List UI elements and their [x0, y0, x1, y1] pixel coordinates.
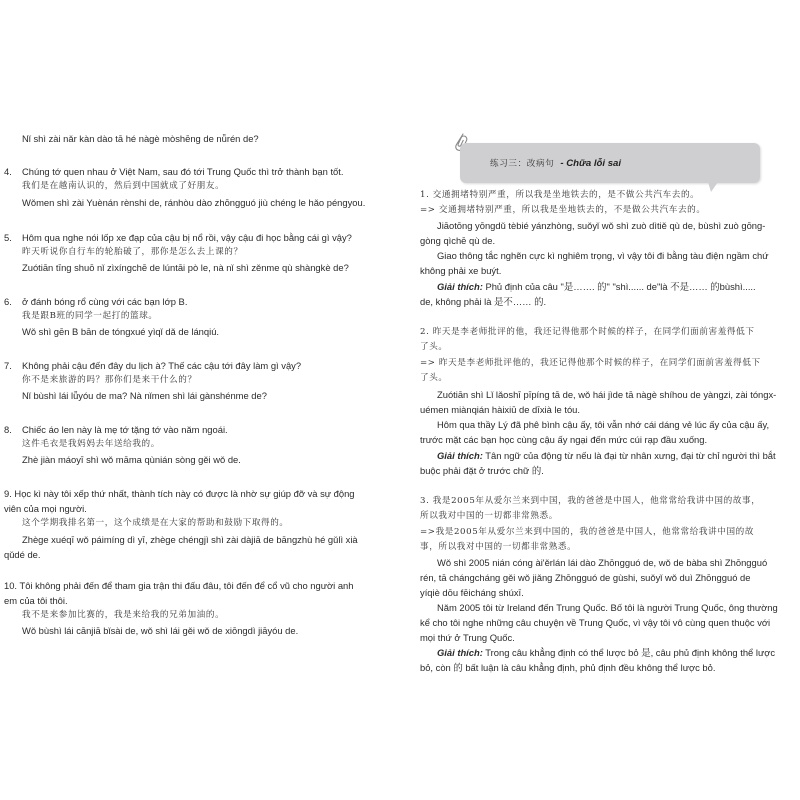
text-line: Nǐ shì zài nǎr kàn dào tā hé nàgè mòshēng de nǚrén de?: [22, 133, 259, 144]
chinese-text-line: 了头。: [420, 373, 448, 383]
text-line: Wǒ bùshì lái cānjiā bǐsài de, wǒ shì lái gěi wǒ de xiōngdì jiāyóu de.: [22, 625, 299, 636]
text-line: 6.: [4, 296, 12, 307]
text-line: rén, tā chángcháng gěi wǒ jiǎng Zhōngguó de gùshi, suǒyǐ wǒ duì Zhōngguó de: [420, 572, 751, 583]
text-line: gòng qìchē qù de.: [420, 235, 496, 246]
exercise-title-zh: 练习三：改病句: [490, 159, 555, 169]
text-line: Wǒ shì gēn B bān de tóngxué yìqǐ dǎ de lánqiú.: [22, 326, 220, 337]
explanation-line: [437, 448, 776, 464]
text-line: yíqiè dōu fēicháng shúxī.: [420, 587, 524, 598]
explanation-line: [437, 645, 775, 661]
chinese-text-line: 我是跟B班的同学一起打的篮球。: [22, 311, 158, 321]
text-line: Zhège xuéqī wǒ páimíng dì yī, zhège chéngjì shì zài dàjiā de bāngzhù hé gǔlì xià: [22, 534, 358, 545]
text-line: uémen miànqián hàixiū de dīxià le tóu.: [420, 404, 580, 415]
explanation-text: Trong câu khẳng định có thể lược bỏ 是, câu phủ định không thể lược: [482, 647, 776, 658]
chinese-text-line: 2. 昨天是李老师批评的他，我还记得他那个时候的样子，在同学们面前害羞得低下: [420, 327, 755, 337]
chinese-text-line: 1. 交通拥堵特别严重，所以我是坐地铁去的，是不做公共汽车去的。: [420, 190, 700, 200]
text-line: không phải xe buýt.: [420, 265, 502, 276]
text-line: qǔdé de.: [4, 549, 41, 560]
chinese-text-line: 3. 我是2005年从爱尔兰来到中国，我的爸爸是中国人，他常常给我讲中国的故事，: [420, 496, 761, 506]
text-line: kể cho tôi nghe những câu chuyện về Trung Quốc, vì vậy tôi vô cùng quen thuộc với: [420, 617, 771, 628]
chinese-text-line: 昨天听说你自行车的轮胎破了，那你是怎么去上课的？: [22, 247, 243, 257]
text-line: 8.: [4, 424, 12, 435]
text-line: Giao thông tắc nghẽn cực kì nghiêm trọng, vì vậy tôi đi bằng tàu điện ngầm chứ: [437, 250, 769, 261]
text-line: trước mặt các bạn học cùng cậu ấy ngại đến mức cúi rạp đầu xuống.: [420, 434, 708, 445]
text-line: Chúng tớ quen nhau ở Việt Nam, sau đó tới Trung Quốc thì trở thành bạn tốt.: [22, 166, 344, 177]
callout-tail: [708, 182, 718, 192]
text-line: Zuótiān tīng shuō nǐ zìxíngchē de lúntāi pò le, nà nǐ shì zěnme qù shàngkè de?: [22, 262, 349, 273]
chinese-text-line: 所以我对中国的一切都非常熟悉。: [420, 511, 558, 521]
explanation-text: Tân ngữ của động từ nếu là đại từ nhân xưng, đại từ chỉ người thì bắt: [482, 450, 776, 461]
exercise-callout-box: [460, 143, 760, 183]
explanation-line: [437, 279, 756, 295]
chinese-text-line: 你不是来旅游的吗？那你们是来干什么的？: [22, 375, 197, 385]
exercise-title: [490, 155, 621, 173]
text-line: 9. Học kì này tôi xếp thứ nhất, thành tích này có được là nhờ sự giúp đỡ và sự động: [4, 488, 355, 499]
text-line: Wǒmen shì zài Yuènán rènshi de, ránhòu dào zhōngguó jiù chéng le hǎo péngyou.: [22, 197, 366, 208]
text-line: 10. Tôi không phải đến để tham gia trận thi đấu đâu, tôi đến để cổ vũ cho người anh: [4, 580, 354, 591]
text-line: buộc phải đặt ở trước chữ 的.: [420, 465, 544, 476]
explanation-label: Giải thích:: [437, 647, 483, 658]
text-line: Zhè jiàn máoyī shì wǒ māma qùnián sòng gěi wǒ de.: [22, 454, 241, 465]
text-line: ở đánh bóng rổ cùng với các bạn lớp B.: [22, 296, 188, 307]
text-line: mọi thứ ở Trung Quốc.: [420, 632, 515, 643]
explanation-label: Giải thích:: [437, 281, 483, 292]
text-line: Nǐ bùshì lái lǚyóu de ma? Nà nǐmen shì lái gànshénme de?: [22, 390, 267, 401]
chinese-text-line: => 交通拥堵特别严重，所以我是坐地铁去的，不是做公共汽车去的。: [420, 205, 706, 215]
chinese-text-line: 我不是来参加比赛的，我是来给我的兄弟加油的。: [22, 610, 225, 620]
explanation-text: Phủ định của câu "是……. 的" "shì...... de"là 不是…… 的bùshì.....: [482, 281, 756, 292]
text-line: Năm 2005 tôi từ Ireland đến Trung Quốc. Bố tôi là người Trung Quốc, ông thường: [437, 602, 778, 613]
text-line: 4.: [4, 166, 12, 177]
text-line: Chiếc áo len này là mẹ tớ tặng tớ vào năm ngoái.: [22, 424, 228, 435]
text-line: de, không phải là 是不…… 的.: [420, 296, 547, 307]
chinese-text-line: 了头。: [420, 342, 448, 352]
text-line: viên của mọi người.: [4, 503, 87, 514]
text-line: Hôm qua nghe nói lốp xe đạp của cậu bị nổ rồi, vậy cậu đi học bằng cái gì vậy?: [22, 232, 352, 243]
text-line: Jiāotōng yōngdǔ tèbié yánzhòng, suǒyǐ wǒ shì zuò dìtiě qù de, bùshì zuò gōng-: [437, 220, 766, 231]
chinese-text-line: 这个学期我排名第一，这个成绩是在大家的帮助和鼓励下取得的。: [22, 518, 289, 528]
text-line: Hôm qua thầy Lý đã phê bình cậu ấy, tôi vẫn nhớ cái dáng vẻ lúc ấy của cậu ấy,: [437, 419, 770, 430]
text-line: Zuótiān shì Lǐ lǎoshī pīpíng tā de, wǒ hái jìde tā nàgè shíhou de yàngzi, zài tóngx-: [437, 389, 777, 400]
text-line: bỏ, còn 的 bất luận là câu khẳng định, phủ định đều không thể lược bỏ.: [420, 662, 716, 673]
chinese-text-line: 事，所以我对中国的一切都非常熟悉。: [420, 542, 577, 552]
text-line: Không phải cậu đến đây du lịch à? Thế các cậu tới đây làm gì vậy?: [22, 360, 302, 371]
chinese-text-line: =>我是2005年从爱尔兰来到中国的，我的爸爸是中国人，他常常给我讲中国的故: [420, 527, 755, 537]
text-line: em của tôi thôi.: [4, 595, 68, 606]
text-line: 5.: [4, 232, 12, 243]
chinese-text-line: 这件毛衣是我妈妈去年送给我的。: [22, 439, 160, 449]
exercise-title-vi: - Chữa lỗi sai: [560, 158, 622, 169]
text-line: 7.: [4, 360, 12, 371]
text-line: Wǒ shì 2005 nián cóng ài'ěrlán lái dào Zhōngguó de, wǒ de bàba shì Zhōngguó: [437, 557, 768, 568]
chinese-text-line: => 昨天是李老师批评他的，我还记得他那个时候的样子，在同学们面前害羞得低下: [420, 358, 761, 368]
chinese-text-line: 我们是在越南认识的，然后到中国就成了好朋友。: [22, 181, 225, 191]
explanation-label: Giải thích:: [437, 450, 483, 461]
